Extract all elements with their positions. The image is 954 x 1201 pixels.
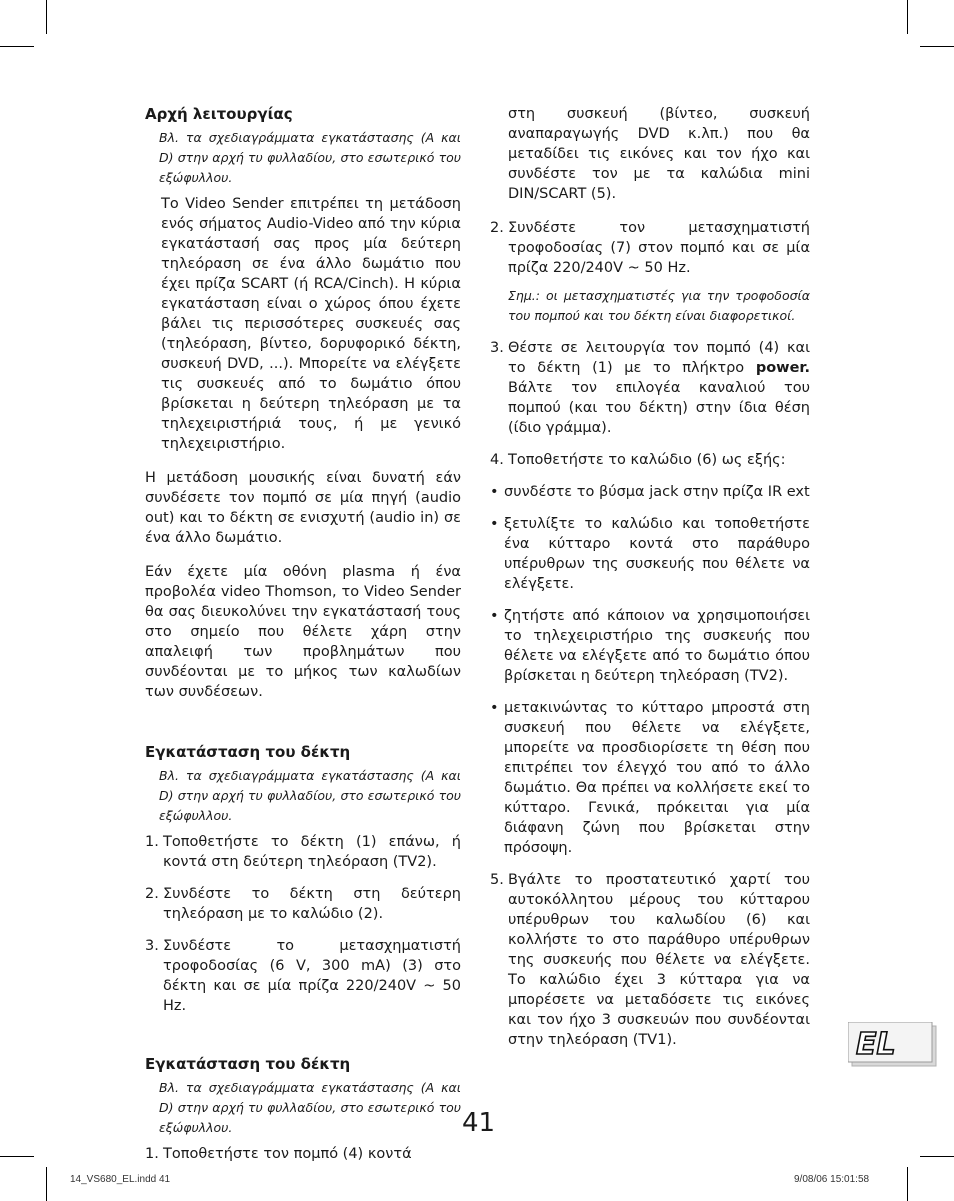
list-item: 5. Βγάλτε το προστατευτικό χαρτί του αυτοκόλλητου μέρους του κύτταρου υπέρυθρων του καλωδίου (6) και κολλήστε το στο παράθυρο υπέρυθρων της συσκευής που θέλετε να ελέγξετε. Το καλώδιο έχει 3 κύτταρα για να μπορέσετε να μεταδόσετε τις εικόνες και τον ήχο 3 συσκευών που συνδέονται στην τηλεόραση (TV1). xyxy=(490,872,810,1048)
language-badge xyxy=(848,1022,938,1070)
bullet-icon: • xyxy=(490,516,499,532)
bullet-icon: • xyxy=(490,484,499,500)
crop-mark xyxy=(907,1167,908,1201)
bullet-icon: • xyxy=(490,700,499,716)
list-item: 1. Τοποθετήστε το δέκτη (1) επάνω, ή κοντά στη δεύτερη τηλεόραση (TV2). xyxy=(145,834,461,870)
list-item: 3. Θέστε σε λειτουργία τον πομπό (4) και το δέκτη (1) με το πλήκτρο power. Βάλτε τον επιλογέα καναλιού του πομπού (και του δέκτη) στην ίδια θέση (ίδιο γράμμα). xyxy=(490,340,810,436)
crop-mark xyxy=(46,1167,47,1201)
list-item: 4. Τοποθετήστε το καλώδιο (6) ως εξής: xyxy=(490,452,786,468)
paragraph: Η μετάδοση μουσικής είναι δυνατή εάν συνδέσετε τον πομπό σε μία πηγή (audio out) και το δέκτη σε ενισχυτή (audio in) σε ένα άλλο δωμάτιο. xyxy=(145,470,461,546)
bullet-icon: • xyxy=(490,608,499,624)
paragraph: Εάν έχετε μία οθόνη plasma ή ένα προβολέα video Thomson, το Video Sender θα σας διευκολύνει την εγκατάστασή τους στο σημείο που θέλετε χάρη στην απαλειφή των προβλημάτων που συνδέονται με το μήκος των καλωδίων των συνδέσεων. xyxy=(145,564,461,700)
list-item: 2. Συνδέστε το δέκτη στη δεύτερη τηλεόραση με το καλώδιο (2). xyxy=(145,886,461,922)
footer-timestamp: 9/08/06 15:01:58 xyxy=(794,1174,870,1185)
left-column xyxy=(145,104,461,1176)
power-key-label: power. xyxy=(755,360,810,376)
bullet-item: • μετακινώντας το κύτταρο μπροστά στη συσκευή που θέλετε να ελέγξετε, μπορείτε να προσδιορίσετε τη θέση που επιτρέπει τον έλεγχό του από το άλλο δωμάτιο. Θα πρέπει να κολλήσετε εκεί το κύτταρο. Γενικά, πρόκειται για μία διάφανη ζώνη που βρίσκεται στην πρόσοψη. xyxy=(490,700,810,856)
paragraph: Το Video Sender επιτρέπει τη μετάδοση ενός σήματος Audio-Video από την κύρια εγκατάστασή σας προς μία δεύτερη τηλεόραση σε ένα άλλο δωμάτιο που έχει πρίζα SCART (ή RCA/Cinch). Η κύρια εγκατάσταση είναι ο χώρος όπου έχετε βάλει τις περισσότερες συσκευές σας (τηλεόραση, βίντεο, δορυφορικό δέκτη, συσκευή DVD, ...). Μπορείτε να ελέγξετε τις συσκευές από το δωμάτιο όπου βρίσκεται η δεύτερη τηλεόραση με τα τηλεχειριστήριά τους, ή με γενικό τηλεχειριστήριο. xyxy=(161,196,461,452)
item-note: Σημ.: οι μετασχηματιστές για την τροφοδοσία του πομπού και του δέκτη είναι διαφορετικοί. xyxy=(508,288,810,323)
section-title: Εγκατάσταση του δέκτη xyxy=(145,1055,351,1073)
language-badge-label: EL xyxy=(856,1027,896,1062)
list-item: 3. Συνδέστε το μετασχηματιστή τροφοδοσίας (6 V, 300 mA) (3) στο δέκτη και σε μία πρίζα 220/240V ~ 50 Hz. xyxy=(145,938,461,1014)
paragraph: στη συσκευή (βίντεο, συσκευή αναπαραγωγής DVD κ.λπ.) που θα μεταδίδει τις εικόνες και τον ήχο και συνδέστε τον με τα καλώδια mini DIN/SCART (5). xyxy=(508,106,810,202)
crop-mark xyxy=(920,46,954,47)
section-title: Εγκατάσταση του δέκτη xyxy=(145,743,351,761)
section-note: Βλ. τα σχεδιαγράμματα εγκατάστασης (A και D) στην αρχή τυ φυλλαδίου, στο εσωτερικό του εξώφυλλου. xyxy=(159,1080,461,1135)
crop-mark xyxy=(907,0,908,34)
bullet-item: • ζητήστε από κάποιον να χρησιμοποιήσει το τηλεχειριστήριο της συσκευής που θέλετε να ελέγξετε από το δωμάτιο όπου βρίσκεται η δεύτερη τηλεόραση (TV2). xyxy=(490,608,810,684)
list-item: 1. Τοποθετήστε τον πομπό (4) κοντά xyxy=(145,1146,412,1162)
bullet-item: • συνδέστε το βύσμα jack στην πρίζα IR ext xyxy=(490,484,810,500)
right-column xyxy=(490,104,810,1062)
crop-mark xyxy=(0,46,34,47)
crop-mark xyxy=(920,1156,954,1157)
section-note: Βλ. τα σχεδιαγράμματα εγκατάστασης (A και D) στην αρχή τυ φυλλαδίου, στο εσωτερικό του εξώφυλλου. xyxy=(159,768,461,823)
footer-filename: 14_VS680_EL.indd 41 xyxy=(70,1174,171,1185)
bullet-item: • ξετυλίξτε το καλώδιο και τοποθετήστε ένα κύτταρο κοντά στο παράθυρο υπέρυθρων της συσκευής που θέλετε να ελέγξετε. xyxy=(490,516,810,592)
section-title: Αρχή λειτουργίας xyxy=(145,105,293,123)
section-note: Βλ. τα σχεδιαγράμματα εγκατάστασης (A και D) στην αρχή τυ φυλλαδίου, στο εσωτερικό του εξώφυλλου. xyxy=(159,130,461,185)
list-item: 2. Συνδέστε τον μετασχηματιστή τροφοδοσίας (7) στον πομπό και σε μία πρίζα 220/240V ~ 50 Hz. xyxy=(490,220,810,276)
page-number: 41 xyxy=(462,1108,496,1138)
crop-mark xyxy=(46,0,47,34)
crop-mark xyxy=(0,1156,34,1157)
